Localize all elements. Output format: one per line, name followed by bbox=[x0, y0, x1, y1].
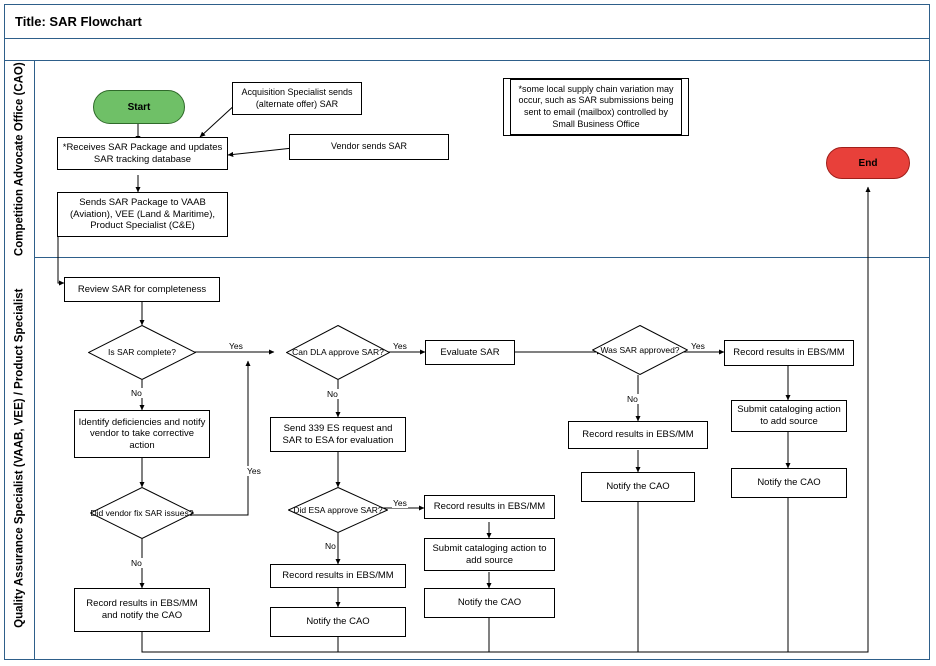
decision-was-sar-approved bbox=[592, 325, 688, 375]
subtitle-row bbox=[5, 39, 929, 61]
decision-is-sar-complete-text: Is SAR complete? bbox=[107, 347, 177, 358]
decision-did-esa-approve bbox=[288, 487, 388, 533]
end-terminator: End bbox=[826, 147, 910, 179]
edge-label-dla-no: No bbox=[327, 389, 338, 399]
node-record-esa-yes: Record results in EBS/MM bbox=[424, 495, 555, 519]
note-local-variation-text: *some local supply chain variation may occur, such as SAR submissions being sent to email (mailbox) controlled by Small Business Office bbox=[510, 79, 682, 136]
edge-label-esa-no: No bbox=[325, 541, 336, 551]
decision-can-dla-approve-text: Can DLA approve SAR? bbox=[292, 347, 384, 358]
edge-label-approved-yes: Yes bbox=[691, 341, 705, 351]
node-submit-cataloging-esa: Submit cataloging action to add source bbox=[424, 538, 555, 571]
decision-did-esa-approve-text: Did ESA approve SAR? bbox=[293, 504, 383, 515]
node-notify-cao-sar-no: Notify the CAO bbox=[581, 472, 695, 502]
edge-label-vendor-fix-yes: Yes bbox=[247, 466, 261, 476]
lane-label-qas bbox=[5, 258, 35, 659]
node-record-sar-yes: Record results in EBS/MM bbox=[724, 340, 854, 366]
node-notify-cao-esa-no: Notify the CAO bbox=[270, 607, 406, 637]
note-local-variation bbox=[503, 78, 689, 136]
node-notify-cao-esa-yes: Notify the CAO bbox=[424, 588, 555, 618]
note-vendor-sends-sar: Vendor sends SAR bbox=[289, 134, 449, 160]
edge-label-complete-no: No bbox=[131, 388, 142, 398]
decision-can-dla-approve bbox=[286, 325, 390, 380]
node-submit-cataloging-yes: Submit cataloging action to add source bbox=[731, 400, 847, 432]
edge-label-dla-yes: Yes bbox=[393, 341, 407, 351]
edge-label-vendor-fix-no: No bbox=[131, 558, 142, 568]
node-review-sar: Review SAR for completeness bbox=[64, 277, 220, 302]
node-record-notify-cao: Record results in EBS/MM and notify the CAO bbox=[74, 588, 210, 632]
node-notify-cao-sar-yes: Notify the CAO bbox=[731, 468, 847, 498]
node-send-339-es: Send 339 ES request and SAR to ESA for evaluation bbox=[270, 417, 406, 452]
page-title: Title: SAR Flowchart bbox=[5, 5, 929, 39]
lane-label-cao-text: Competition Advocate Office (CAO) bbox=[13, 62, 26, 257]
node-record-esa-no: Record results in EBS/MM bbox=[270, 564, 406, 588]
start-terminator: Start bbox=[93, 90, 185, 124]
node-identify-deficiencies: Identify deficiencies and notify vendor to take corrective action bbox=[74, 410, 210, 458]
node-evaluate-sar: Evaluate SAR bbox=[425, 340, 515, 365]
decision-did-vendor-fix-text: Did vendor fix SAR issues? bbox=[90, 507, 194, 518]
node-record-sar-no: Record results in EBS/MM bbox=[568, 421, 708, 449]
node-sends-sar-package: Sends SAR Package to VAAB (Aviation), VEE (Land & Maritime), Product Specialist (C&E) bbox=[57, 192, 228, 237]
decision-is-sar-complete bbox=[88, 325, 196, 380]
edge-label-esa-yes: Yes bbox=[393, 498, 407, 508]
node-receives-sar-package: *Receives SAR Package and updates SAR tracking database bbox=[57, 137, 228, 170]
decision-did-vendor-fix bbox=[90, 487, 194, 539]
edge-label-approved-no: No bbox=[627, 394, 638, 404]
note-acquisition-specialist: Acquisition Specialist sends (alternate offer) SAR bbox=[232, 82, 362, 115]
edge-label-complete-yes: Yes bbox=[229, 341, 243, 351]
lane-label-cao bbox=[5, 61, 35, 258]
decision-was-sar-approved-text: Was SAR approved? bbox=[600, 344, 680, 355]
lane-label-qas-text: Quality Assurance Specialist (VAAB, VEE) / Product Specialist bbox=[13, 288, 26, 629]
